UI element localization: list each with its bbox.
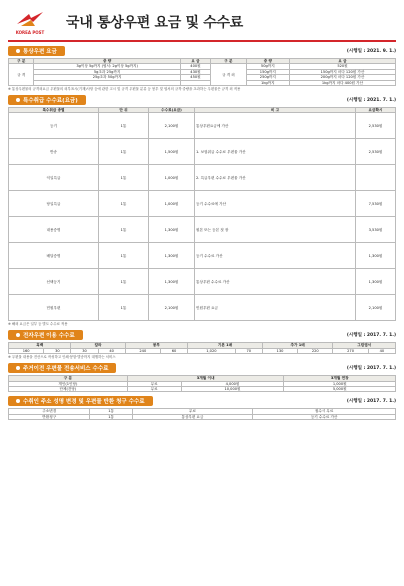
- cell: [180, 80, 210, 85]
- section-forwarding-header: [8, 363, 396, 373]
- cell: 160: [9, 348, 44, 353]
- cell: 250g까지: [246, 75, 289, 80]
- col-header: 봉투: [125, 343, 187, 348]
- section-title-text: 특수취급 수수료(요금): [23, 98, 78, 105]
- page-title: 국내 통상우편 요금 및 수수료: [66, 15, 243, 31]
- cell: 3,530원: [356, 217, 396, 243]
- cell: 등기 수수료 가산: [195, 243, 356, 269]
- cell: 1통: [99, 191, 149, 217]
- col-header: 3개월 이내: [127, 376, 284, 381]
- cell: 등기 수수료 가산: [253, 414, 396, 419]
- cell: 40: [368, 348, 395, 353]
- korea-post-swallow-icon: [15, 10, 45, 30]
- cell: 2,100원: [149, 113, 195, 139]
- section-e-post-header: [8, 330, 396, 340]
- cell: 7,530원: [356, 191, 396, 217]
- cell: 당일특급: [9, 191, 99, 217]
- cell: 민원우편 요금: [195, 295, 356, 321]
- cell: 10,000원: [181, 387, 284, 392]
- col-header: 수수료(요금): [149, 108, 195, 113]
- section-title: [8, 396, 153, 406]
- section-title-text: 통상우편 요금: [23, 49, 57, 55]
- header: [8, 0, 396, 42]
- cell: 1통: [90, 414, 132, 419]
- cell: 1kg까지 마다 400원 가산: [289, 80, 395, 85]
- cell: 무료: [132, 409, 253, 414]
- col-header: 3개월 연장: [284, 376, 396, 381]
- cell: 1통: [90, 409, 132, 414]
- section-title: [8, 95, 86, 105]
- cell: 5g초과 25g까지: [34, 69, 180, 74]
- cell: 2. 특급우편 수수료 우편물 가산: [195, 165, 356, 191]
- cell: 통상우편요금에 가산: [195, 113, 356, 139]
- cell: 1통: [99, 217, 149, 243]
- cell: 1,500원: [149, 139, 195, 165]
- cell: 1,300원: [149, 269, 195, 295]
- col-header: 흑백: [9, 343, 71, 348]
- col-header: 중 량: [34, 59, 180, 64]
- col-header: 단 위: [99, 108, 149, 113]
- table-note: ※ 우편물 내용을 전산으로 작성하고 인쇄·봉함·발송까지 대행하는 서비스: [8, 355, 116, 360]
- table-note: ※ 통상우편물의 규격외요금 우편물의 외부표시(기재)사항 등에 관한 고시 및 규격 우편물 분류 등 봉투 및 엽서의 규격·중량을 초과하는 우편물은 규격 외 적용: [8, 87, 241, 92]
- cell: 130: [262, 348, 297, 353]
- cell: 1통: [99, 139, 149, 165]
- col-header: 요금확시: [356, 108, 396, 113]
- section-title-text: 전자우편 이용 수수료: [23, 333, 75, 340]
- cell: 민원우편: [9, 295, 99, 321]
- cell: 520원: [289, 64, 395, 69]
- cell: 2,100원: [149, 295, 195, 321]
- section-special-handling-header: [8, 95, 396, 105]
- effective-date: (시행일 : 2021. 7. 1.): [346, 98, 396, 104]
- cell: 450원: [180, 75, 210, 80]
- cell: 등기 수수료에 가산: [195, 191, 356, 217]
- cell: 2,530원: [356, 113, 396, 139]
- cell: [34, 80, 180, 85]
- cell: 반송: [9, 139, 99, 165]
- cell: 개인(1인당): [9, 381, 128, 386]
- cell: 무료: [127, 387, 181, 392]
- bullet-icon: [16, 98, 20, 102]
- effective-date: (시행일 : 2017. 7. 1.): [346, 399, 396, 405]
- bullet-icon: [16, 366, 20, 370]
- section-title: [8, 46, 65, 56]
- effective-date: (시행일 : 2017. 7. 1.): [346, 333, 396, 339]
- postal-rates-table: [8, 58, 396, 86]
- cell: 40: [98, 348, 125, 353]
- cell: 1,300원: [149, 243, 195, 269]
- col-header: 비 고: [195, 108, 356, 113]
- cell: 1통: [99, 295, 149, 321]
- cell: 1통: [99, 269, 149, 295]
- cell: 내용증명: [9, 217, 99, 243]
- row-group-label: 규 격: [9, 64, 34, 86]
- cell: 4,000원: [181, 381, 284, 386]
- address-change-table: [8, 408, 396, 420]
- cell: 1통: [99, 113, 149, 139]
- bullet-icon: [16, 399, 20, 403]
- cell: 1,300원: [356, 269, 396, 295]
- special-handling-table: [8, 107, 396, 321]
- effective-date: (시행일 : 2017. 7. 1.): [346, 366, 396, 372]
- forwarding-table: [8, 375, 396, 392]
- cell: 1통: [99, 243, 149, 269]
- col-header: 칼라: [71, 343, 125, 348]
- col-header: 요 금: [180, 59, 210, 64]
- cell: 1,300원: [356, 243, 396, 269]
- cell: 50g까지: [246, 64, 289, 69]
- cell: 1. 보험취급 수수료 우편물 가산: [195, 139, 356, 165]
- cell: 1,020: [188, 348, 236, 353]
- cell: 원본 또는 등본 첫 장: [195, 217, 356, 243]
- cell: 70: [235, 348, 262, 353]
- cell: 익일특급: [9, 165, 99, 191]
- col-header: 특수취급 종별: [9, 108, 99, 113]
- cell: 무료: [127, 381, 181, 386]
- cell: 1,000원: [149, 191, 195, 217]
- cell: 선택등기: [9, 269, 99, 295]
- cell: 240: [125, 348, 160, 353]
- cell: 1,000원: [284, 381, 396, 386]
- cell: 150g까지: [246, 69, 289, 74]
- cell: 30: [44, 348, 71, 353]
- cell: 3g이상 5g까지 (엽서: 2g이상 5g까지): [34, 64, 180, 69]
- cell: 200g까지 마다 120원 가산: [289, 75, 395, 80]
- col-header: 그림엽서: [333, 343, 396, 348]
- effective-date: (시행일 : 2021. 9. 1.): [346, 49, 396, 54]
- cell: 배달증명: [9, 243, 99, 269]
- cell: 접수시 무료: [253, 409, 396, 414]
- cell: 5,000원: [284, 387, 396, 392]
- cell: 통상우편 수수료 가산: [195, 269, 356, 295]
- logo-text: KOREA POST: [15, 29, 45, 35]
- cell: 1통: [99, 165, 149, 191]
- col-header: 기본 1매: [188, 343, 263, 348]
- section-title: [8, 363, 116, 373]
- col-header: 중 량: [246, 59, 289, 64]
- bullet-icon: [16, 333, 20, 337]
- e-post-table: [8, 342, 396, 354]
- col-header: 구 분: [211, 59, 247, 64]
- table-note: ※ 해외 요금은 일부 등 별도 수수료 적용: [8, 322, 68, 327]
- cell: 통상우편 요금: [132, 414, 253, 419]
- cell: 60: [160, 348, 187, 353]
- cell: 30: [71, 348, 98, 353]
- cell: 주소변경: [9, 409, 90, 414]
- cell: 25g초과 50g까지: [34, 75, 180, 80]
- col-header: 구 분: [9, 59, 34, 64]
- col-header: 추가 1매: [262, 343, 333, 348]
- section-title-text: 주거이전 우편물 전송서비스 수수료: [23, 366, 109, 373]
- cell: 반환청구: [9, 414, 90, 419]
- bullet-icon: [16, 49, 20, 53]
- cell: 270: [333, 348, 368, 353]
- cell: 1,300원: [149, 217, 195, 243]
- cell: [356, 165, 396, 191]
- cell: 1kg까지: [246, 80, 289, 85]
- cell: 400원: [180, 64, 210, 69]
- section-title-text: 수취인 주소 성명 변경 및 우편물 반환 청구 수수료: [23, 399, 145, 406]
- col-header: 구 분: [9, 376, 128, 381]
- section-title: [8, 330, 83, 340]
- cell: 2,530원: [356, 139, 396, 165]
- cell: 150g까지 마다 120원 가산: [289, 69, 395, 74]
- cell: 1,000원: [149, 165, 195, 191]
- section-address-change-header: [8, 396, 396, 406]
- cell: 단체(건당): [9, 387, 128, 392]
- cell: 220: [298, 348, 333, 353]
- section-postal-rates-header: [8, 46, 396, 56]
- cell: 430원: [180, 69, 210, 74]
- cell: 등기: [9, 113, 99, 139]
- row-group-label: 규 격 외: [211, 64, 247, 86]
- cell: 2,100원: [356, 295, 396, 321]
- col-header: 요 금: [289, 59, 395, 64]
- korea-post-logo: [8, 7, 52, 37]
